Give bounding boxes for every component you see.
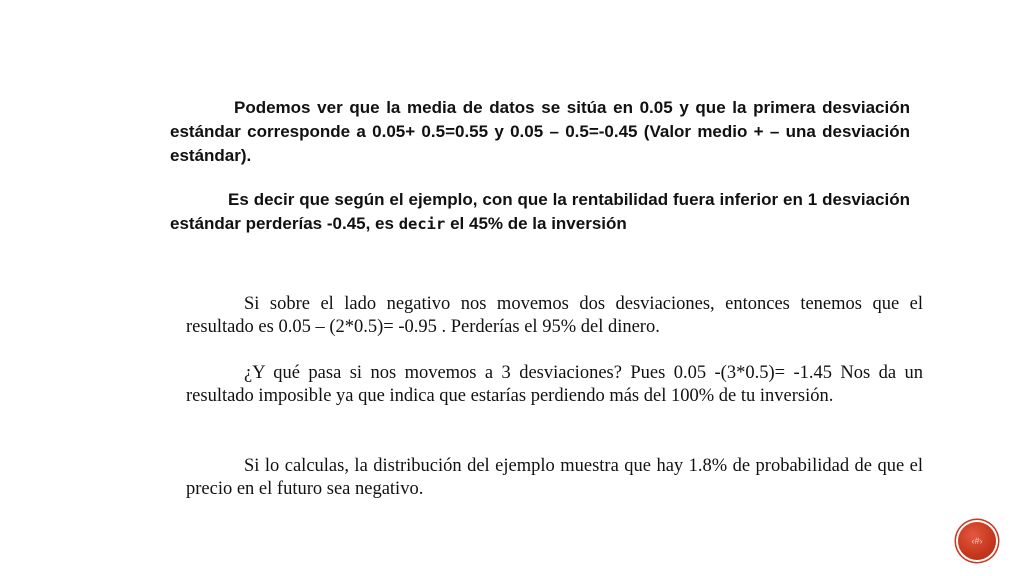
paragraph-mean-deviation: [170, 96, 910, 168]
paragraph-two-deviations-text: Si sobre el lado negativo nos movemos dos desviaciones, entonces tenemos que el resultado es 0.05 – (2*0.5)= -0.95 . Perderías el 95% del dinero.: [186, 294, 923, 337]
slide-number-text: ‹#›: [971, 536, 983, 546]
paragraph-mean-deviation-text: Podemos ver que la media de datos se sitúa en 0.05 y que la primera desviación estándar corresponde a 0.05+ 0.5=0.55 y 0.05 – 0.5=-0.45 (Valor medio + – una desviación estándar).: [170, 98, 910, 165]
paragraph-probability-text: Si lo calculas, la distribución del ejemplo muestra que hay 1.8% de probabilidad de que el precio en el futuro sea negativo.: [186, 456, 923, 499]
paragraph-probability: [186, 455, 923, 501]
paragraph-three-deviations: [186, 362, 923, 408]
slide-number-badge: [958, 522, 996, 560]
paragraph-example-loss-mono: decir: [398, 215, 446, 233]
paragraph-example-loss-after: el 45% de la inversión: [445, 214, 627, 233]
paragraph-example-loss-text: [170, 188, 910, 236]
paragraph-two-deviations: [186, 293, 923, 339]
paragraph-example-loss-before: Es decir que según el ejemplo, con que la rentabilidad fuera inferior en 1 desviación estándar perderías -0.45, es: [170, 190, 910, 233]
paragraph-example-loss: [170, 188, 910, 236]
paragraph-three-deviations-text: ¿Y qué pasa si nos movemos a 3 desviaciones? Pues 0.05 -(3*0.5)= -1.45 Nos da un resultado imposible ya que indica que estarías perdiendo más del 100% de tu inversión.: [186, 363, 923, 406]
